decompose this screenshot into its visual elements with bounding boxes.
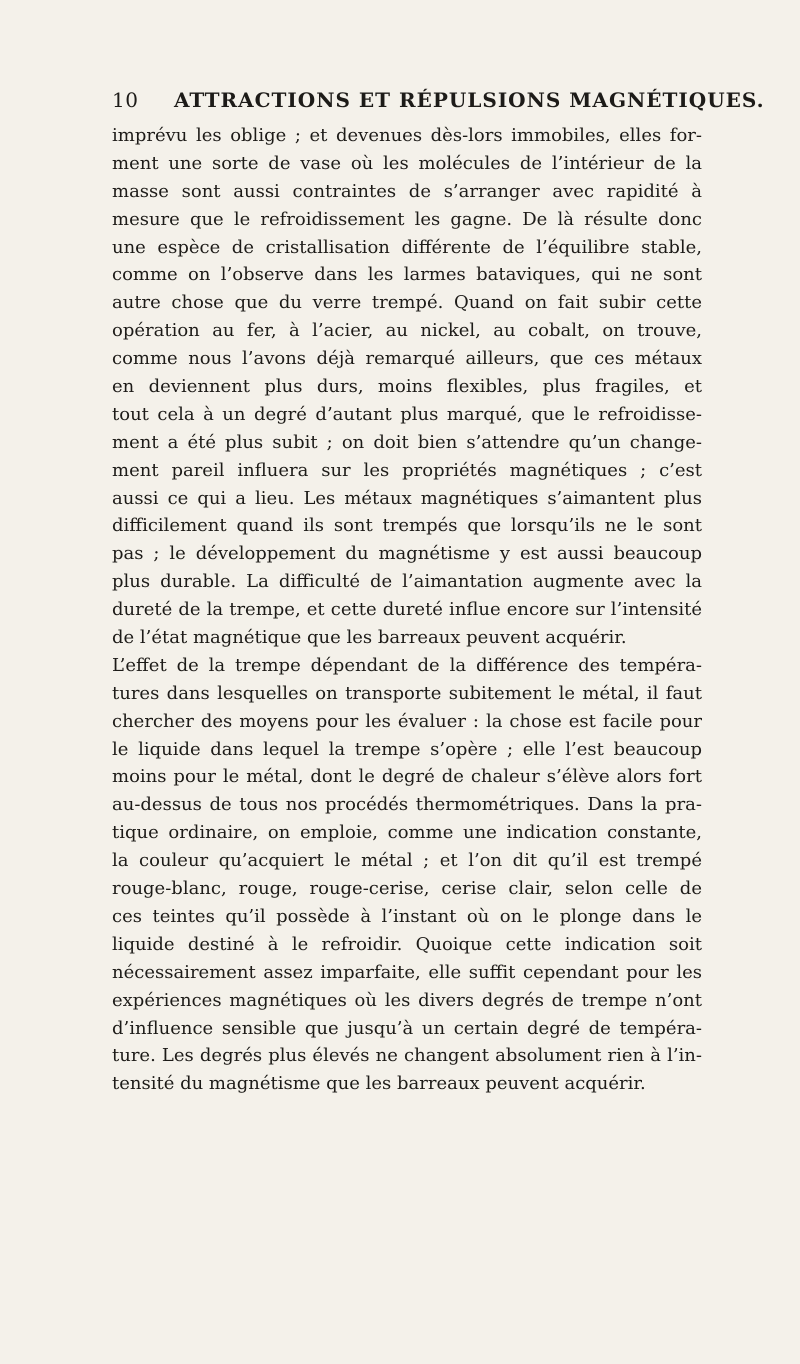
text-line: L’effet de la trempe dépendant de la différence des tempéra- — [112, 654, 702, 676]
text-line: aussi ce qui a lieu. Les métaux magnétiques s’aimantent plus — [112, 487, 702, 509]
text-line: comme on l’observe dans les larmes bataviques, qui ne sont — [112, 264, 702, 286]
text-line: d’influence sensible que jusqu’à un certain degré de tempéra- — [112, 1017, 702, 1039]
text-line: ture. Les degrés plus élevés ne changent absolument rien à l’in- — [112, 1045, 702, 1067]
text-line: ment pareil influera sur les propriétés magnétiques ; c’est — [112, 459, 702, 481]
body-text — [112, 122, 702, 1098]
text-line: au-dessus de tous nos procédés thermométriques. Dans la pra- — [112, 794, 702, 816]
text-line: expériences magnétiques où les divers degrés de trempe n’ont — [112, 989, 702, 1011]
text-line: ces teintes qu’il possède à l’instant où on le plonge dans le — [112, 905, 702, 927]
text-line: rouge-blanc, rouge, rouge-cerise, cerise clair, selon celle de — [112, 878, 702, 900]
text-line: comme nous l’avons déjà remarqué ailleurs, que ces métaux — [112, 348, 702, 370]
text-line: difficilement quand ils sont trempés que lorsqu’ils ne le sont — [112, 515, 702, 537]
text-line: tensité du magnétisme que les barreaux peuvent acquérir. — [112, 1073, 646, 1095]
page-number: 10 — [112, 88, 139, 112]
text-line: plus durable. La difficulté de l’aimantation augmente avec la — [112, 571, 702, 593]
text-line: imprévu les oblige ; et devenues dès-lors immobiles, elles for- — [112, 125, 702, 146]
text-line: liquide destiné à le refroidir. Quoique cette indication soit — [112, 933, 702, 955]
page-header — [112, 88, 765, 118]
text-line: de l’état magnétique que les barreaux peuvent acquérir. — [112, 627, 627, 649]
text-line: mesure que le refroidissement les gagne. De là résulte donc — [112, 208, 702, 230]
text-line: ment a été plus subit ; on doit bien s’attendre qu’un change- — [112, 431, 702, 453]
text-line: moins pour le métal, dont le degré de chaleur s’élève alors fort — [112, 766, 702, 788]
text-line: opération au fer, à l’acier, au nickel, au cobalt, on trouve, — [112, 320, 702, 342]
text-line: nécessairement assez imparfaite, elle suffit cependant pour les — [112, 961, 702, 983]
text-line: ment une sorte de vase où les molécules de l’intérieur de la — [112, 152, 702, 174]
text-line: en deviennent plus durs, moins flexibles, plus fragiles, et — [112, 376, 702, 398]
text-line: chercher des moyens pour les évaluer : la chose est facile pour — [112, 710, 702, 732]
text-line: le liquide dans lequel la trempe s’opère ; elle l’est beaucoup — [112, 738, 702, 760]
text-line: la couleur qu’acquiert le métal ; et l’on dit qu’il est trempé — [112, 850, 702, 872]
text-line: une espèce de cristallisation différente de l’équilibre stable, — [112, 236, 702, 258]
text-line: tures dans lesquelles on transporte subitement le métal, il faut — [112, 682, 702, 704]
text-line: dureté de la trempe, et cette dureté influe encore sur l’intensité — [112, 599, 702, 621]
text-line: autre chose que du verre trempé. Quand on fait subir cette — [112, 292, 702, 314]
running-title: ATTRACTIONS ET RÉPULSIONS MAGNÉTIQUES. — [174, 88, 765, 112]
text-line: masse sont aussi contraintes de s’arranger avec rapidité à — [112, 180, 702, 202]
text-line: tique ordinaire, on emploie, comme une indication constante, — [112, 822, 702, 844]
text-line: pas ; le développement du magnétisme y est aussi beaucoup — [112, 543, 702, 565]
text-line: tout cela à un degré d’autant plus marqué, que le refroidisse- — [112, 403, 702, 425]
